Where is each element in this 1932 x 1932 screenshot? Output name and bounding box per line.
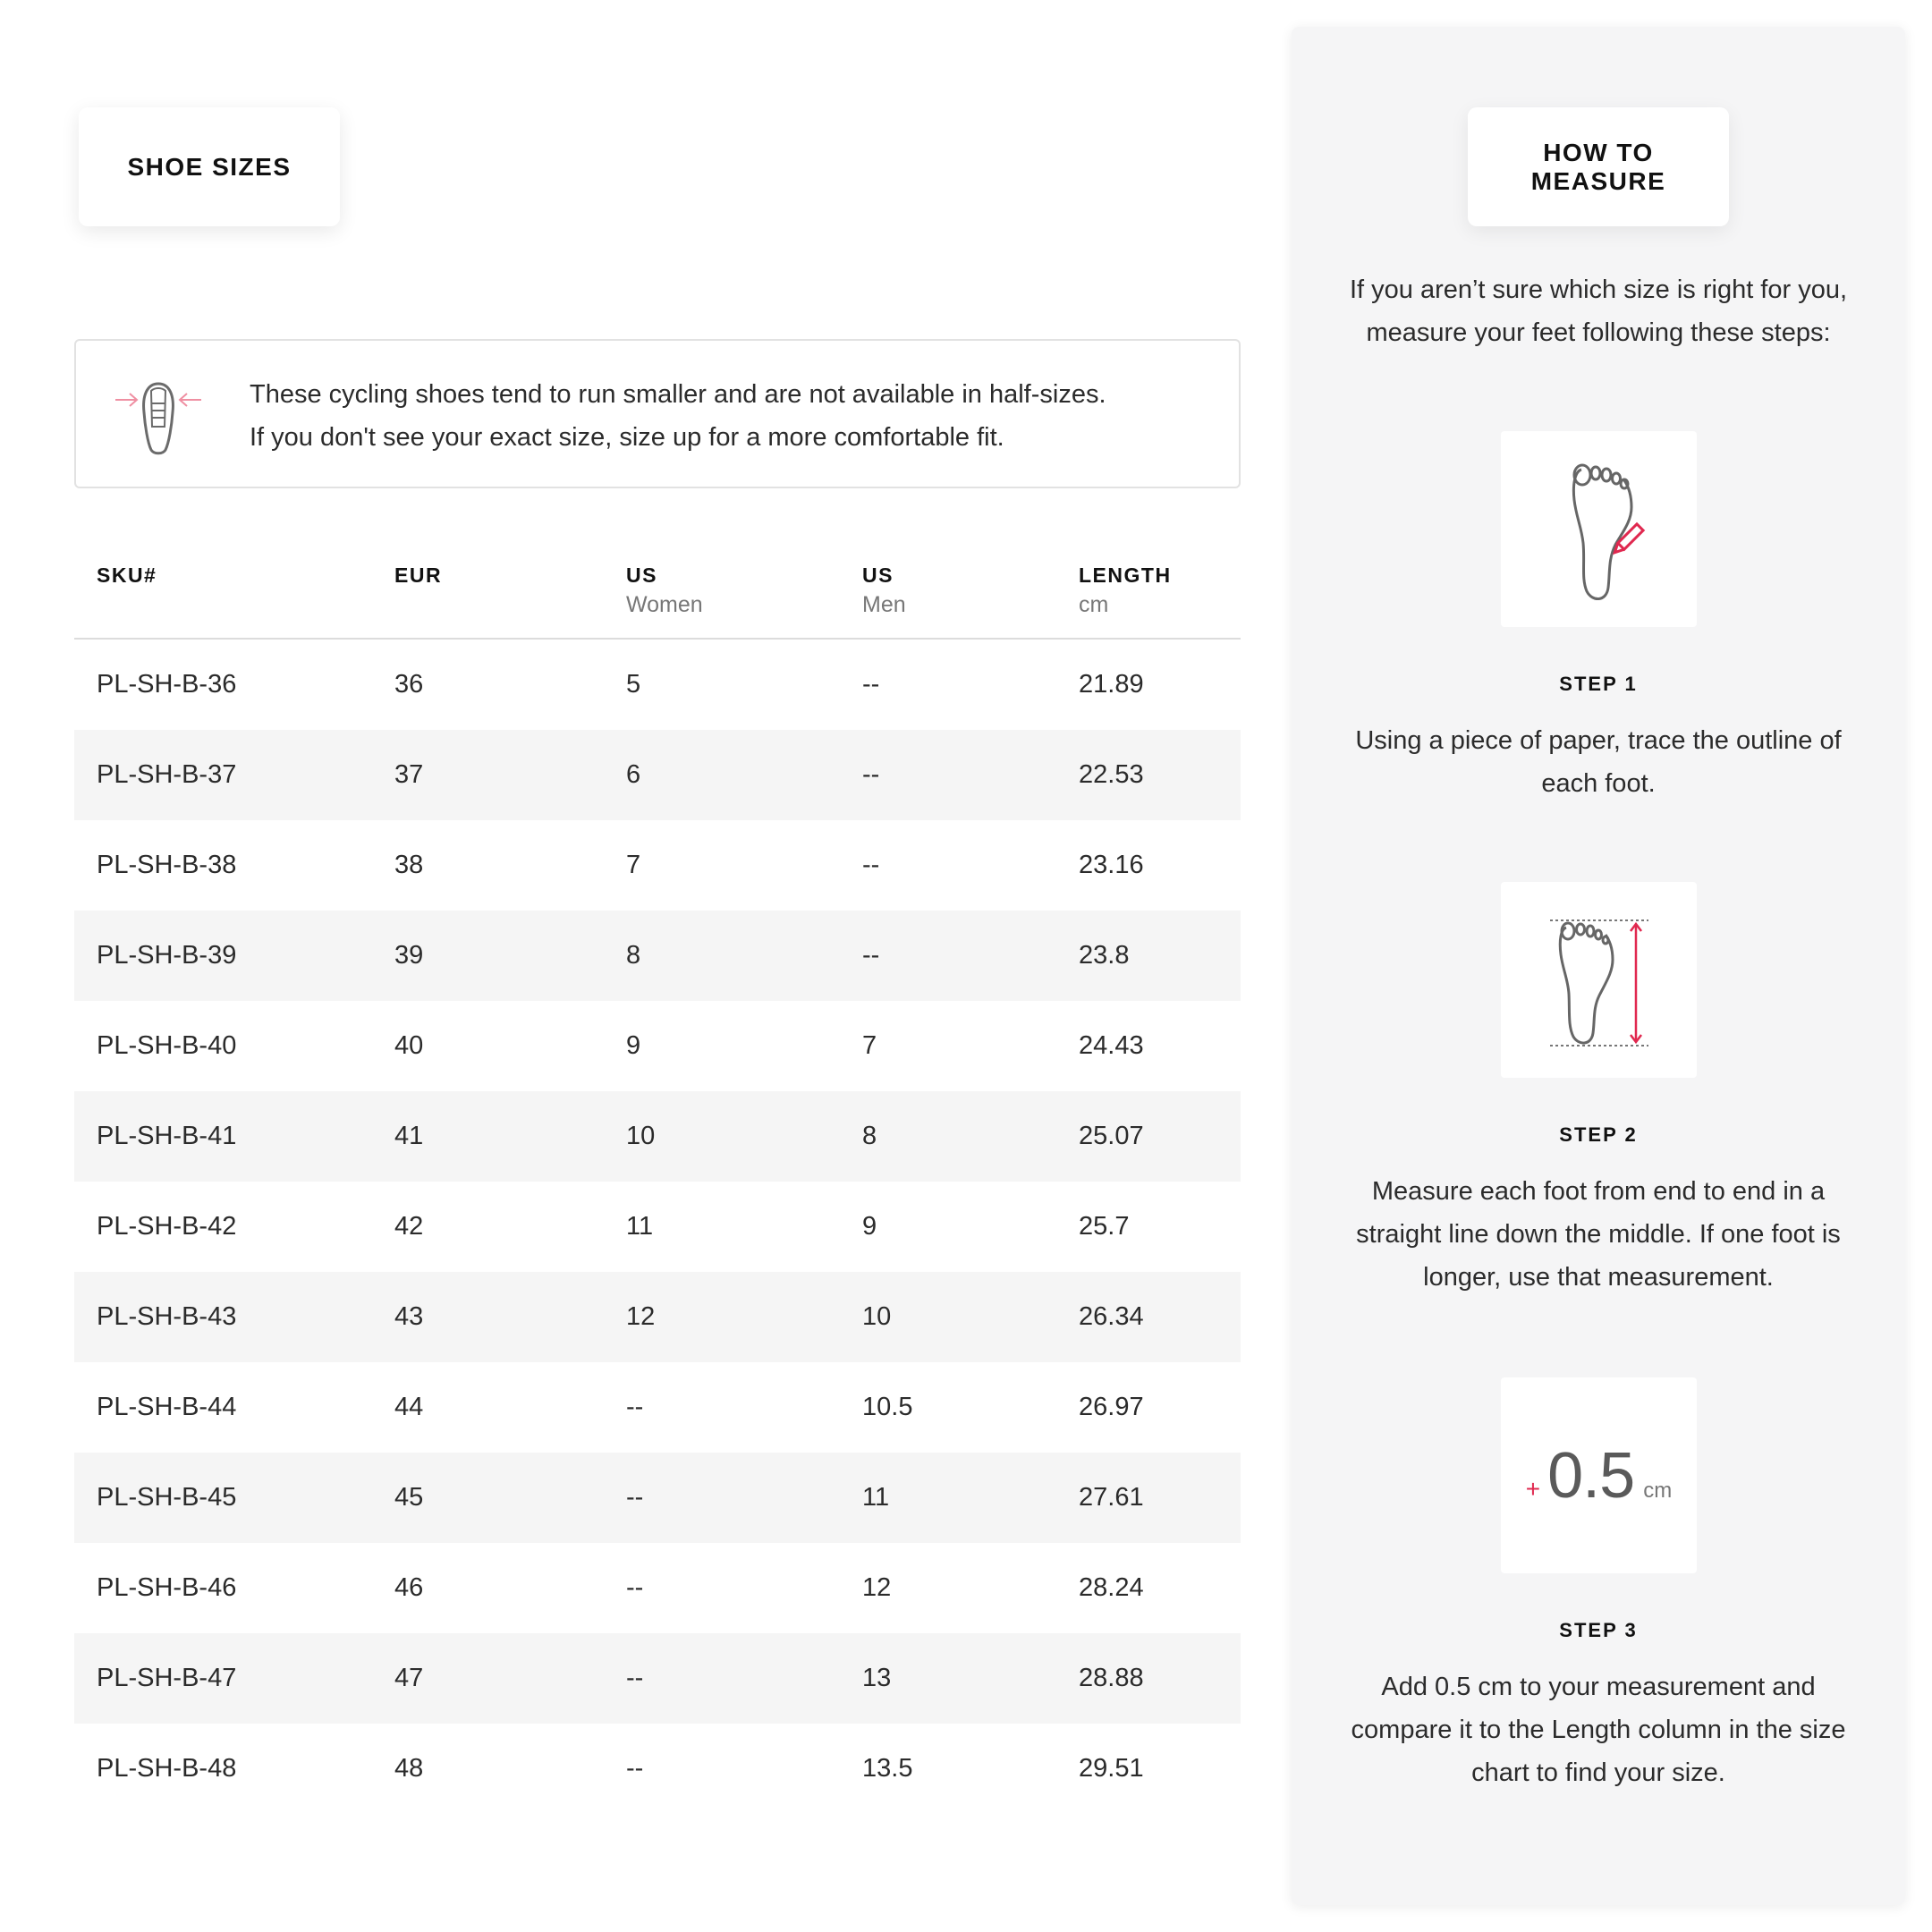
table-row (74, 730, 1241, 820)
cell-us-women: 9 (626, 1031, 641, 1060)
cell-eur: 39 (394, 941, 424, 970)
table-row (74, 1362, 1241, 1453)
narrow-shoe-icon (115, 373, 201, 459)
cell-eur: 36 (394, 670, 424, 699)
cell-sku: PL-SH-B-36 (97, 670, 237, 699)
cell-us-men: 7 (862, 1031, 877, 1060)
cell-us-women: -- (626, 1573, 644, 1602)
cell-us-men: 13.5 (862, 1754, 913, 1783)
cell-eur: 38 (394, 851, 424, 879)
cell-eur: 40 (394, 1031, 424, 1060)
table-row (74, 1091, 1241, 1182)
cell-us-men: -- (862, 670, 880, 699)
cell-eur: 46 (394, 1573, 424, 1602)
header-length-label: LENGTH (1079, 564, 1172, 587)
cell-us-men: -- (862, 941, 880, 970)
cell-eur: 48 (394, 1754, 424, 1783)
cell-sku: PL-SH-B-42 (97, 1212, 237, 1241)
table-row (74, 820, 1241, 911)
cell-sku: PL-SH-B-40 (97, 1031, 237, 1060)
header-us-women-label: US (626, 564, 657, 587)
cell-us-women: 5 (626, 670, 641, 699)
cell-sku: PL-SH-B-41 (97, 1122, 237, 1150)
table-row (74, 1724, 1241, 1814)
cell-eur: 41 (394, 1122, 424, 1150)
cell-sku: PL-SH-B-44 (97, 1393, 237, 1421)
header-us-men-label: US (862, 564, 894, 587)
cell-length: 21.89 (1079, 670, 1144, 699)
cell-us-women: 7 (626, 851, 641, 879)
cell-us-men: 9 (862, 1212, 877, 1241)
size-table (74, 555, 1241, 1814)
cell-us-men: 11 (862, 1483, 890, 1512)
foot-measure-icon (1501, 882, 1697, 1078)
cell-us-men: 13 (862, 1664, 892, 1692)
cell-us-women: 12 (626, 1302, 656, 1331)
how-to-measure-panel (1292, 27, 1905, 1905)
step-3-text: Add 0.5 cm to your measurement and compare it to the Length column in the size chart to find your size. (1351, 1673, 1846, 1787)
header-length (1079, 562, 1172, 621)
cell-length: 29.51 (1079, 1754, 1144, 1783)
measure-intro: If you aren’t sure which size is right for you, measure your feet following these steps: (1349, 275, 1848, 347)
badge-value: 0.5 (1547, 1439, 1635, 1512)
cell-us-men: 10.5 (862, 1393, 913, 1421)
header-eur-label: EUR (394, 564, 443, 587)
cell-length: 26.34 (1079, 1302, 1144, 1331)
plus-sign: + (1525, 1474, 1541, 1503)
header-sku (97, 562, 157, 589)
cell-us-women: -- (626, 1483, 644, 1512)
cell-sku: PL-SH-B-37 (97, 760, 237, 789)
cell-eur: 42 (394, 1212, 424, 1241)
cell-length: 25.07 (1079, 1122, 1144, 1150)
how-to-measure-title: HOW TO MEASURE (1530, 138, 1666, 195)
notice-text (250, 373, 1221, 459)
step-2-title: STEP 2 (1559, 1123, 1638, 1146)
cell-length: 25.7 (1079, 1212, 1130, 1241)
cell-us-women: -- (626, 1393, 644, 1421)
step-1-title: STEP 1 (1559, 673, 1638, 695)
table-row (74, 1453, 1241, 1543)
header-us-men (862, 562, 906, 621)
plus-half-cm-icon (1501, 1377, 1697, 1573)
shoe-sizes-title: SHOE SIZES (127, 152, 292, 181)
cell-us-men: -- (862, 760, 880, 789)
cell-length: 27.61 (1079, 1483, 1144, 1512)
table-row (74, 1543, 1241, 1633)
cell-eur: 44 (394, 1393, 424, 1421)
cell-sku: PL-SH-B-43 (97, 1302, 237, 1331)
notice-line-2: If you don't see your exact size, size up for a more comfortable fit. (250, 423, 1004, 452)
cell-us-women: -- (626, 1754, 644, 1783)
fit-notice (74, 339, 1241, 488)
cell-length: 23.16 (1079, 851, 1144, 879)
cell-eur: 45 (394, 1483, 424, 1512)
cell-us-women: 11 (626, 1212, 654, 1241)
cell-us-men: 12 (862, 1573, 892, 1602)
header-us-men-sub: Men (862, 592, 906, 617)
cell-sku: PL-SH-B-45 (97, 1483, 237, 1512)
cell-us-men: 8 (862, 1122, 877, 1150)
table-row (74, 1182, 1241, 1272)
cell-length: 24.43 (1079, 1031, 1144, 1060)
cell-eur: 43 (394, 1302, 424, 1331)
notice-line-1: These cycling shoes tend to run smaller and are not available in half-sizes. (250, 380, 1106, 409)
cell-us-women: 10 (626, 1122, 656, 1150)
cell-sku: PL-SH-B-48 (97, 1754, 237, 1783)
cell-eur: 37 (394, 760, 424, 789)
shoe-sizes-tab[interactable] (79, 107, 340, 226)
cell-us-men: -- (862, 851, 880, 879)
cell-sku: PL-SH-B-47 (97, 1664, 237, 1692)
table-row (74, 1001, 1241, 1091)
cell-us-women: -- (626, 1664, 644, 1692)
cell-length: 23.8 (1079, 941, 1130, 970)
cell-sku: PL-SH-B-39 (97, 941, 237, 970)
badge-unit: cm (1643, 1478, 1673, 1503)
table-row (74, 640, 1241, 730)
cell-us-women: 8 (626, 941, 641, 970)
header-us-women-sub: Women (626, 592, 703, 617)
how-to-measure-tab[interactable] (1468, 107, 1729, 226)
header-us-women (626, 562, 703, 621)
cell-us-women: 6 (626, 760, 641, 789)
table-row (74, 1633, 1241, 1724)
cell-sku: PL-SH-B-38 (97, 851, 237, 879)
size-table-header (74, 555, 1241, 640)
step-3-title: STEP 3 (1559, 1619, 1638, 1641)
cell-length: 26.97 (1079, 1393, 1144, 1421)
header-sku-label: SKU# (97, 564, 157, 587)
cell-length: 22.53 (1079, 760, 1144, 789)
header-length-sub: cm (1079, 592, 1109, 617)
cell-us-men: 10 (862, 1302, 892, 1331)
table-row (74, 1272, 1241, 1362)
step-1-text: Using a piece of paper, trace the outline of each foot. (1355, 726, 1842, 798)
table-row (74, 911, 1241, 1001)
header-eur (394, 562, 442, 589)
foot-trace-icon (1501, 431, 1697, 627)
cell-sku: PL-SH-B-46 (97, 1573, 237, 1602)
step-2-text: Measure each foot from end to end in a straight line down the middle. If one foot is longer, use that measurement. (1356, 1177, 1841, 1292)
cell-length: 28.24 (1079, 1573, 1144, 1602)
plus-half-cm-badge (1525, 1439, 1673, 1512)
cell-length: 28.88 (1079, 1664, 1144, 1692)
cell-eur: 47 (394, 1664, 424, 1692)
